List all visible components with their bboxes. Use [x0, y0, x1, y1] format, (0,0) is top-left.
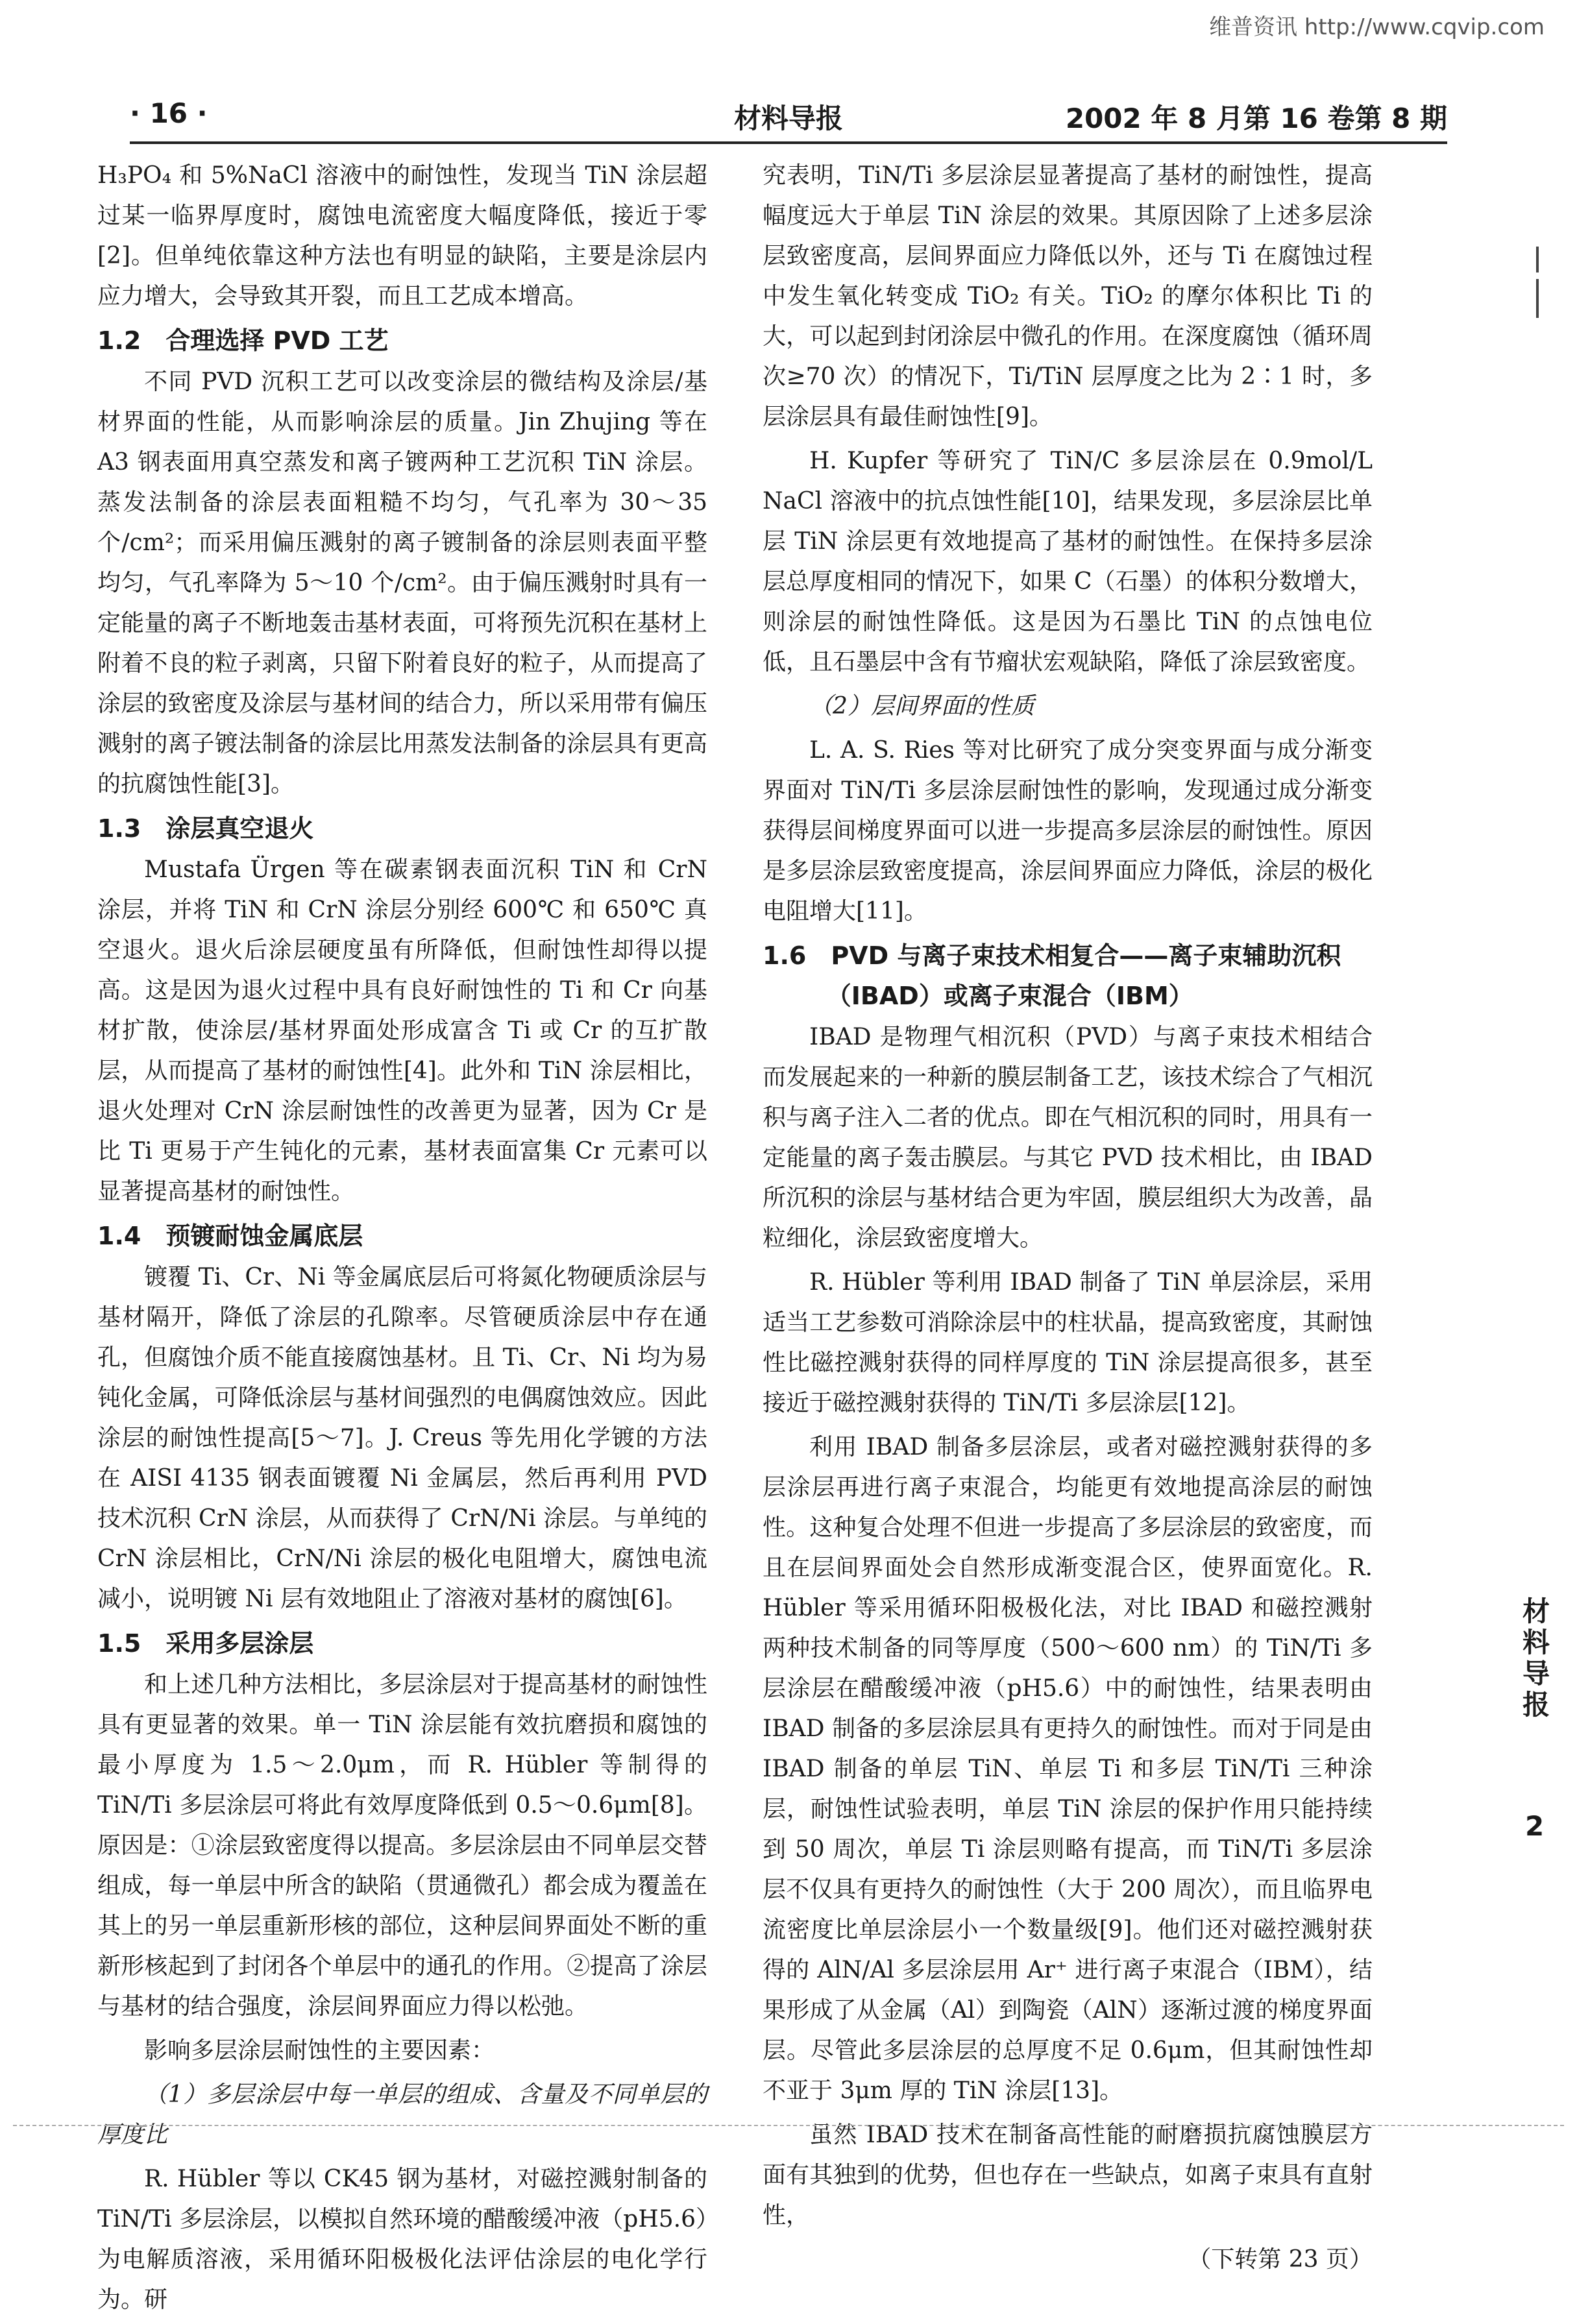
left-column	[97, 156, 707, 2324]
side-journal-label: 材料导报	[1522, 1595, 1550, 1721]
watermark: 维普资讯 http://www.cqvip.com	[1209, 14, 1545, 40]
footer-rule	[13, 2125, 1564, 2126]
paragraph: 利用 IBAD 制备多层涂层，或者对磁控溅射获得的多层涂层再进行离子束混合，均能更有效地提高涂层的耐蚀性。这种复合处理不但进一步提高了多层涂层的致密度，而且在层间界面处会自然形成渐变混合区，使界面宽化。R. Hübler 等采用循环阳极极化法，对比 IBAD 和磁控溅射两种技术制备的同等厚度（500～600 nm）的 TiN/Ti 多层涂层在醋酸缓冲液（pH5.6）中的耐蚀性，结果表明由 IBAD 制备的多层涂层具有更持久的耐蚀性。而对于同是由 IBAD 制备的单层 TiN、单层 Ti 和多层 TiN/Ti 三种涂层，耐蚀性试验表明，单层 TiN 涂层的保护作用只能持续到 50 周次，单层 Ti 涂层则略有提高，而 TiN/Ti 多层涂层不仅具有更持久的耐蚀性（大于 200 周次），而且临界电流密度比单层涂层小一个数量级[9]。他们还对磁控溅射获得的 AlN/Al 多层涂层用 Ar⁺ 进行离子束混合（IBM），结果形成了从金属（Al）到陶瓷（AlN）逐渐过渡的梯度界面层。尽管此多层涂层的总厚度不足 0.6μm，但其耐蚀性却不亚于 3μm 厚的 TiN 涂层[13]。	[763, 1434, 1373, 2104]
page-header	[130, 91, 1447, 136]
section-heading: 1.3 涂层真空退火	[97, 814, 314, 843]
paragraph: R. Hübler 等利用 IBAD 制备了 TiN 单层涂层，采用适当工艺参数可消除涂层中的柱状晶，提高致密度，其耐蚀性比磁控溅射获得的同样厚度的 TiN 涂层提高很多，甚至接近于磁控溅射获得的 TiN/Ti 多层涂层[12]。	[763, 1269, 1373, 1416]
paragraph: 不同 PVD 沉积工艺可以改变涂层的微结构及涂层/基材界面的性能，从而影响涂层的质量。Jin Zhujing 等在 A3 钢表面用真空蒸发和离子镀两种工艺沉积 TiN 涂层。蒸发法制备的涂层表面粗糙不均匀，气孔率为 30～35 个/cm²；而采用偏压溅射的离子镀制备的涂层则表面平整均匀，气孔率降为 5～10 个/cm²。由于偏压溅射时具有一定能量的离子不断地轰击基材表面，可将预先沉积在基材上附着不良的粒子剥离，只留下附着良好的粒子，从而提高了涂层的致密度及涂层与基材间的结合力，所以采用带有偏压溅射的离子镀法制备的涂层比用蒸发法制备的涂层具有更高的抗腐蚀性能[3]。	[97, 369, 707, 797]
issue-info: 2002 年 8 月第 16 卷第 8 期	[1065, 103, 1447, 134]
section-heading: 1.5 采用多层涂层	[97, 1629, 314, 1658]
paragraph: H₃PO₄ 和 5%NaCl 溶液中的耐蚀性，发现当 TiN 涂层超过某一临界厚度时，腐蚀电流密度大幅度降低，接近于零[2]。但单纯依靠这种方法也有明显的缺陷，主要是涂层内应力增大，会导致其开裂，而且工艺成本增高。	[97, 162, 707, 309]
paragraph: （2）层间界面的性质	[809, 693, 1034, 720]
section-heading: 1.4 预镀耐蚀金属底层	[97, 1222, 363, 1250]
right-column	[763, 156, 1373, 2284]
side-number: 2	[1525, 1810, 1545, 1842]
paragraph: 影响多层涂层耐蚀性的主要因素：	[144, 2037, 495, 2064]
paragraph: （下转第 23 页）	[1188, 2246, 1373, 2273]
paragraph: 和上述几种方法相比，多层涂层对于提高基材的耐蚀性具有更显著的效果。单一 TiN 涂层能有效抗磨损和腐蚀的最小厚度为 1.5～2.0μm，而 R. Hübler 等制得的 TiN/Ti 多层涂层可将此有效厚度降低到 0.5～0.6μm[8]。原因是：①涂层致密度得以提高。多层涂层由不同单层交替组成，每一单层中所含的缺陷（贯通微孔）都会成为覆盖在其上的另一单层重新形核的部位，这种层间界面处不断的重新形核起到了封闭各个单层中的通孔的作用。②提高了涂层与基材的结合强度，涂层间界面应力得以松弛。	[97, 1671, 707, 2020]
paragraph: IBAD 是物理气相沉积（PVD）与离子束技术相结合而发展起来的一种新的膜层制备工艺，该技术综合了气相沉积与离子注入二者的优点。即在气相沉积的同时，用具有一定能量的离子轰击膜层。与其它 PVD 技术相比，由 IBAD 所沉积的涂层与基材结合更为牢固，膜层组织大为改善，晶粒细化，涂层致密度增大。	[763, 1024, 1373, 1252]
paragraph: （1）多层涂层中每一单层的组成、含量及不同单层的厚度比	[97, 2081, 707, 2148]
header-rule	[130, 141, 1447, 144]
paragraph: 虽然 IBAD 技术在制备高性能的耐磨损抗腐蚀膜层方面有其独到的优势，但也存在一些缺点，如离子束具有直射性，	[763, 2122, 1373, 2229]
section-heading: 1.6 PVD 与离子束技术相复合——离子束辅助沉积（IBAD）或离子束混合（IBM）	[763, 941, 1341, 1010]
margin-mark	[1536, 279, 1539, 318]
paragraph: H. Kupfer 等研究了 TiN/C 多层涂层在 0.9mol/L NaCl 溶液中的抗点蚀性能[10]，结果发现，多层涂层比单层 TiN 涂层更有效地提高了基材的耐蚀性。在保持多层涂层总厚度相同的情况下，如果 C（石墨）的体积分数增大，则涂层的耐蚀性降低。这是因为石墨比 TiN 的点蚀电位低，且石墨层中含有节瘤状宏观缺陷，降低了涂层致密度。	[763, 448, 1373, 675]
section-heading: 1.2 合理选择 PVD 工艺	[97, 326, 389, 355]
page-number: · 16 ·	[130, 97, 208, 129]
paragraph: 镀覆 Ti、Cr、Ni 等金属底层后可将氮化物硬质涂层与基材隔开，降低了涂层的孔隙率。尽管硬质涂层中存在通孔，但腐蚀介质不能直接腐蚀基材。且 Ti、Cr、Ni 均为易钝化金属，可降低涂层与基材间强烈的电偶腐蚀效应。因此涂层的耐蚀性提高[5～7]。J. Creus 等先用化学镀的方法在 AISI 4135 钢表面镀覆 Ni 金属层，然后再利用 PVD 技术沉积 CrN 涂层，从而获得了 CrN/Ni 涂层。与单纯的 CrN 涂层相比，CrN/Ni 涂层的极化电阻增大，腐蚀电流减小，说明镀 Ni 层有效地阻止了溶液对基材的腐蚀[6]。	[97, 1264, 707, 1612]
paragraph: Mustafa Ürgen 等在碳素钢表面沉积 TiN 和 CrN 涂层，并将 TiN 和 CrN 涂层分别经 600℃ 和 650℃ 真空退火。退火后涂层硬度虽有所降低，但耐蚀性却得以提高。这是因为退火过程中具有良好耐蚀性的 Ti 和 Cr 向基材扩散，使涂层/基材界面处形成富含 Ti 或 Cr 的互扩散层，从而提高了基材的耐蚀性[4]。此外和 TiN 涂层相比，退火处理对 CrN 涂层耐蚀性的改善更为显著，因为 Cr 是比 Ti 更易于产生钝化的元素，基材表面富集 Cr 元素可以显著提高基材的耐蚀性。	[97, 856, 707, 1205]
margin-mark	[1536, 247, 1539, 272]
paragraph: L. A. S. Ries 等对比研究了成分突变界面与成分渐变界面对 TiN/Ti 多层涂层耐蚀性的影响，发现通过成分渐变获得层间梯度界面可以进一步提高多层涂层的耐蚀性。原因是多层涂层致密度提高，涂层间界面应力降低，涂层的极化电阻增大[11]。	[763, 737, 1373, 925]
paragraph: 究表明，TiN/Ti 多层涂层显著提高了基材的耐蚀性，提高幅度远大于单层 TiN 涂层的效果。其原因除了上述多层涂层致密度高，层间界面应力降低以外，还与 Ti 在腐蚀过程中发生氧化转变成 TiO₂ 有关。TiO₂ 的摩尔体积比 Ti 的大，可以起到封闭涂层中微孔的作用。在深度腐蚀（循环周次≥70 次）的情况下，Ti/TiN 层厚度之比为 2∶1 时，多层涂层具有最佳耐蚀性[9]。	[763, 162, 1373, 430]
paragraph: R. Hübler 等以 CK45 钢为基材，对磁控溅射制备的 TiN/Ti 多层涂层，以模拟自然环境的醋酸缓冲液（pH5.6）为电解质溶液，采用循环阳极极化法评估涂层的电化学行为。研	[97, 2166, 707, 2313]
journal-title: 材料导报	[733, 103, 843, 134]
